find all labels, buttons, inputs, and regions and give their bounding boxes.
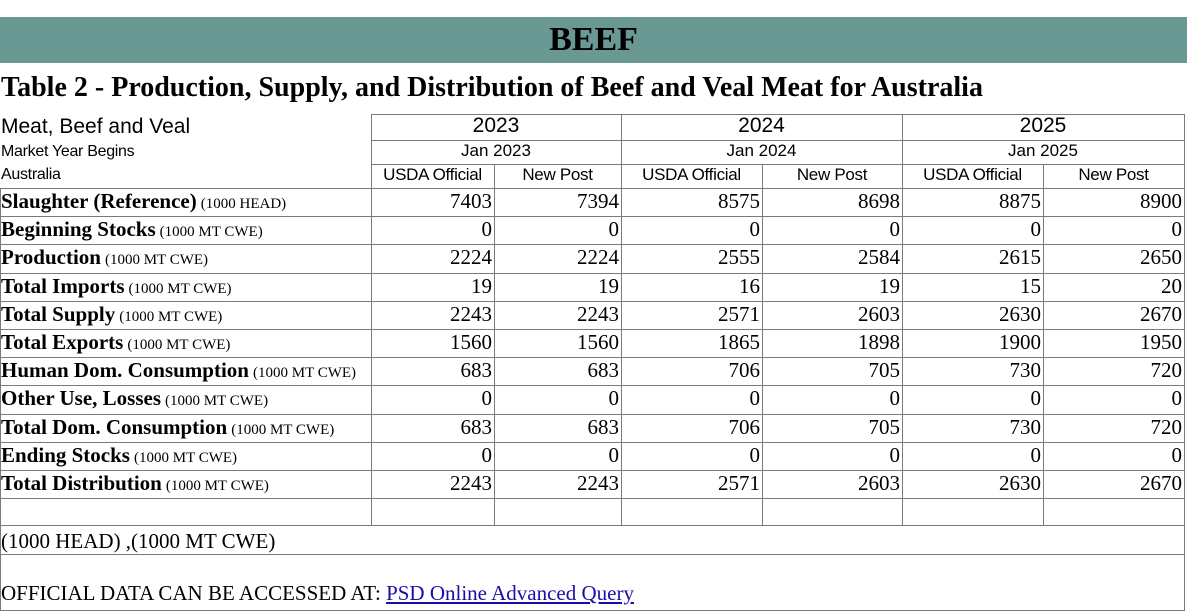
row-label <box>1 217 263 242</box>
table-cell: 2243 <box>577 471 619 495</box>
row-unit: (1000 MT CWE) <box>133 450 238 466</box>
table-cell: 0 <box>608 386 619 410</box>
grid-line-row <box>0 498 1185 499</box>
table-cell: 0 <box>889 217 900 241</box>
row-label <box>1 330 230 355</box>
table-cell: 683 <box>587 415 619 439</box>
table-cell: 0 <box>481 443 492 467</box>
row-label <box>1 415 334 440</box>
table-cell: 706 <box>728 415 760 439</box>
footer-divider <box>0 554 1185 555</box>
table-cell: 2571 <box>718 471 760 495</box>
table-cell: 0 <box>749 386 760 410</box>
table-cell: 0 <box>1030 443 1041 467</box>
month-header: Jan 2025 <box>1008 141 1078 160</box>
table-cell: 0 <box>481 386 492 410</box>
column-header-usda-official: USDA Official <box>383 165 482 184</box>
table-cell: 0 <box>749 217 760 241</box>
table-cell: 730 <box>1009 415 1041 439</box>
table-title: Table 2 - Production, Supply, and Distribution of Beef and Veal Meat for Australia <box>1 72 983 103</box>
table-cell: 2243 <box>577 302 619 326</box>
table-cell: 2630 <box>999 471 1041 495</box>
table-cell: 0 <box>1171 386 1182 410</box>
table-cell: 1898 <box>858 330 900 354</box>
table-cell: 1950 <box>1140 330 1182 354</box>
column-header-new-post: New Post <box>522 165 593 184</box>
row-unit: (1000 MT CWE) <box>127 337 231 353</box>
country-label: Australia <box>1 166 61 183</box>
table-cell: 0 <box>889 386 900 410</box>
row-unit: (1000 MT CWE) <box>252 365 357 381</box>
table-cell: 1560 <box>577 330 619 354</box>
banner-title: BEEF <box>549 21 638 58</box>
table-cell: 683 <box>587 358 619 382</box>
table-cell: 0 <box>1030 386 1041 410</box>
row-unit: (1000 MT CWE) <box>165 478 269 494</box>
year-header: 2024 <box>738 114 785 137</box>
table-cell: 0 <box>1030 217 1041 241</box>
table-cell: 1900 <box>999 330 1041 354</box>
table-cell: 706 <box>728 358 760 382</box>
table-cell: 1560 <box>450 330 492 354</box>
row-name: Slaughter (Reference) <box>1 189 197 213</box>
table-cell: 1865 <box>718 330 760 354</box>
row-label <box>1 471 269 496</box>
table-cell: 19 <box>598 274 619 298</box>
table-cell: 8575 <box>718 189 760 213</box>
row-label <box>1 245 208 270</box>
table-cell: 2224 <box>577 245 619 269</box>
table-cell: 19 <box>471 274 492 298</box>
row-name: Human Dom. Consumption <box>1 358 249 382</box>
column-header-usda-official: USDA Official <box>642 165 741 184</box>
table-cell: 2650 <box>1140 245 1182 269</box>
row-unit: (1000 MT CWE) <box>119 309 223 325</box>
table-cell: 2224 <box>450 245 492 269</box>
table-cell: 16 <box>739 274 760 298</box>
row-name: Production <box>1 245 101 269</box>
table-cell: 7394 <box>577 189 619 213</box>
table-cell: 8698 <box>858 189 900 213</box>
table-cell: 0 <box>1171 217 1182 241</box>
table-cell: 2603 <box>858 471 900 495</box>
row-unit: (1000 MT CWE) <box>104 252 209 268</box>
units-note: (1000 HEAD) ,(1000 MT CWE) <box>1 529 276 553</box>
market-year-label: Market Year Begins <box>1 143 135 160</box>
psd-online-link[interactable]: PSD Online Advanced Query <box>386 581 634 605</box>
row-label <box>1 443 237 468</box>
table-cell: 2571 <box>718 302 760 326</box>
table-cell: 2555 <box>718 245 760 269</box>
grid-line-col <box>1184 114 1185 525</box>
table-cell: 2243 <box>450 471 492 495</box>
row-unit: (1000 MT CWE) <box>231 422 335 438</box>
table-cell: 705 <box>868 358 900 382</box>
row-name: Total Distribution <box>1 471 162 495</box>
table-cell: 2243 <box>450 302 492 326</box>
row-name: Other Use, Losses <box>1 386 162 410</box>
table-cell: 2630 <box>999 302 1041 326</box>
row-label <box>1 274 232 299</box>
table-cell: 19 <box>879 274 900 298</box>
table-cell: 2603 <box>858 302 900 326</box>
row-unit: (1000 HEAD) <box>200 196 287 212</box>
column-header-new-post: New Post <box>796 165 868 184</box>
table-cell: 705 <box>868 415 900 439</box>
table-cell: 8900 <box>1140 189 1182 213</box>
table-cell: 730 <box>1009 358 1041 382</box>
table-cell: 2615 <box>999 245 1041 269</box>
table-cell: 8875 <box>999 189 1041 213</box>
row-label <box>1 386 268 411</box>
psd-table <box>0 114 1185 500</box>
row-label <box>1 302 222 327</box>
official-prefix: OFFICIAL DATA CAN BE ACCESSED AT: <box>1 581 381 605</box>
table-cell: 0 <box>481 217 492 241</box>
table-cell: 0 <box>608 217 619 241</box>
row-name: Total Imports <box>1 274 125 298</box>
table-cell: 0 <box>608 443 619 467</box>
row-unit: (1000 MT CWE) <box>128 281 232 297</box>
table-cell: 0 <box>889 443 900 467</box>
table-cell: 720 <box>1150 358 1182 382</box>
commodity-label: Meat, Beef and Veal <box>1 115 191 138</box>
row-name: Total Supply <box>1 302 116 326</box>
row-unit: (1000 MT CWE) <box>159 224 263 240</box>
row-name: Beginning Stocks <box>1 217 156 241</box>
table-cell: 2670 <box>1140 471 1182 495</box>
row-name: Ending Stocks <box>1 443 130 467</box>
table-cell: 0 <box>749 443 760 467</box>
table-cell: 20 <box>1161 274 1182 298</box>
table-cell: 7403 <box>450 189 492 213</box>
table-cell: 683 <box>460 358 492 382</box>
row-unit: (1000 MT CWE) <box>165 393 269 409</box>
year-header: 2025 <box>1019 114 1067 137</box>
row-name: Total Dom. Consumption <box>1 415 228 439</box>
month-header: Jan 2023 <box>461 141 531 160</box>
official-data-line <box>1 581 634 606</box>
month-header: Jan 2024 <box>726 141 797 160</box>
column-header-usda-official: USDA Official <box>923 165 1022 184</box>
row-label <box>1 358 356 383</box>
row-label <box>1 189 286 214</box>
table-cell: 683 <box>460 415 492 439</box>
row-name: Total Exports <box>1 330 124 354</box>
table-cell: 2670 <box>1140 302 1182 326</box>
table-cell: 0 <box>1171 443 1182 467</box>
column-header-new-post: New Post <box>1078 165 1149 184</box>
table-cell: 2584 <box>858 245 900 269</box>
year-header: 2023 <box>472 114 520 137</box>
table-cell: 15 <box>1020 274 1041 298</box>
table-cell: 720 <box>1150 415 1182 439</box>
